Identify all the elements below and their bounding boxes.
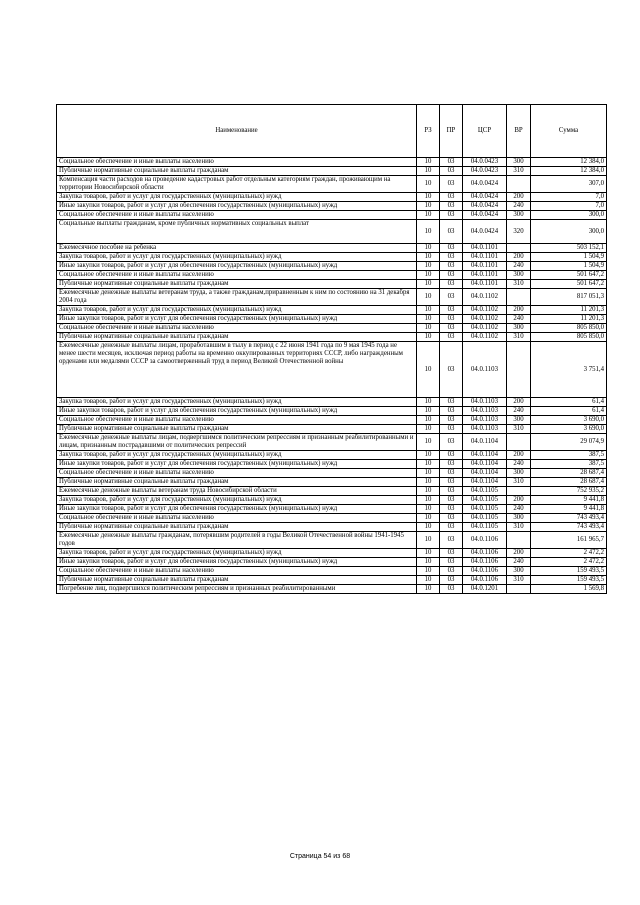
cell-rz: 10: [417, 487, 440, 496]
cell-name: Публичные нормативные социальные выплаты гражданам: [57, 280, 417, 289]
cell-vr: 310: [507, 576, 531, 585]
cell-name: Закупка товаров, работ и услуг для государственных (муниципальных) нужд: [57, 451, 417, 460]
cell-pr: 03: [440, 487, 463, 496]
table-row: [57, 315, 607, 324]
cell-csr: 04.0.0424: [463, 202, 507, 211]
table-row: [57, 271, 607, 280]
cell-name: Ежемесячные денежные выплаты ветеранам труда Новосибирской области: [57, 487, 417, 496]
cell-name: Ежемесячные денежные выплаты гражданам, потерявшим родителей в годы Великой Отечественной войны 1941-1945 годов: [57, 532, 417, 549]
cell-vr: [507, 487, 531, 496]
cell-sum: 1 504,9: [531, 262, 607, 271]
cell-sum: 159 493,5: [531, 567, 607, 576]
table-row: [57, 416, 607, 425]
cell-rz: 10: [417, 434, 440, 451]
cell-vr: 310: [507, 167, 531, 176]
cell-pr: 03: [440, 167, 463, 176]
cell-vr: 310: [507, 478, 531, 487]
cell-csr: 04.0.1105: [463, 514, 507, 523]
table-row: [57, 532, 607, 549]
cell-pr: 03: [440, 469, 463, 478]
cell-csr: 04.0.1101: [463, 271, 507, 280]
cell-sum: 61,4: [531, 398, 607, 407]
cell-rz: 10: [417, 315, 440, 324]
cell-vr: 200: [507, 398, 531, 407]
table-row: [57, 398, 607, 407]
cell-vr: 310: [507, 425, 531, 434]
cell-csr: 04.0.1106: [463, 567, 507, 576]
table-row: [57, 505, 607, 514]
cell-rz: 10: [417, 532, 440, 549]
table-row: [57, 333, 607, 342]
cell-csr: 04.0.1105: [463, 496, 507, 505]
cell-rz: 10: [417, 333, 440, 342]
cell-pr: 03: [440, 407, 463, 416]
cell-sum: 61,4: [531, 407, 607, 416]
table-row: [57, 469, 607, 478]
cell-csr: 04.0.1101: [463, 253, 507, 262]
cell-name: Публичные нормативные социальные выплаты гражданам: [57, 333, 417, 342]
cell-rz: 10: [417, 567, 440, 576]
cell-rz: 10: [417, 425, 440, 434]
cell-csr: 04.0.0424: [463, 220, 507, 244]
cell-pr: 03: [440, 253, 463, 262]
cell-pr: 03: [440, 416, 463, 425]
cell-vr: 310: [507, 280, 531, 289]
cell-pr: 03: [440, 280, 463, 289]
cell-pr: 03: [440, 176, 463, 193]
header-name: Наименование: [57, 105, 417, 158]
cell-name: Иные закупки товаров, работ и услуг для обеспечения государственных (муниципальных) нужд: [57, 202, 417, 211]
cell-name: Ежемесячные денежные выплаты ветеранам труда, а также гражданам,приравненным к ним по состоянию на 31 декабря 2004 года: [57, 289, 417, 306]
cell-rz: 10: [417, 289, 440, 306]
cell-name: Погребение лиц, подвергшихся политическим репрессиям и признанных реабилитированными: [57, 585, 417, 594]
cell-sum: 752 935,2: [531, 487, 607, 496]
cell-csr: 04.0.0424: [463, 193, 507, 202]
cell-csr: 04.0.0423: [463, 158, 507, 167]
cell-csr: 04.0.1104: [463, 469, 507, 478]
cell-vr: 200: [507, 451, 531, 460]
cell-pr: 03: [440, 398, 463, 407]
header-csr: ЦСР: [463, 105, 507, 158]
table-row: [57, 576, 607, 585]
cell-sum: 387,5: [531, 460, 607, 469]
cell-rz: 10: [417, 496, 440, 505]
cell-csr: 04.0.1101: [463, 262, 507, 271]
cell-name: Публичные нормативные социальные выплаты гражданам: [57, 523, 417, 532]
cell-vr: 300: [507, 271, 531, 280]
cell-sum: 3 690,0: [531, 425, 607, 434]
table-row: [57, 558, 607, 567]
cell-rz: 10: [417, 306, 440, 315]
cell-vr: 200: [507, 253, 531, 262]
table-row: [57, 324, 607, 333]
cell-vr: 240: [507, 262, 531, 271]
cell-sum: 743 493,4: [531, 514, 607, 523]
cell-sum: 161 965,7: [531, 532, 607, 549]
cell-csr: 04.0.1102: [463, 289, 507, 306]
cell-sum: 1 569,8: [531, 585, 607, 594]
table-row: [57, 549, 607, 558]
cell-csr: 04.0.1102: [463, 333, 507, 342]
cell-name: Закупка товаров, работ и услуг для государственных (муниципальных) нужд: [57, 193, 417, 202]
cell-sum: 11 201,3: [531, 306, 607, 315]
table-row: [57, 567, 607, 576]
cell-sum: 159 493,5: [531, 576, 607, 585]
cell-sum: 1 504,9: [531, 253, 607, 262]
table-row: [57, 487, 607, 496]
cell-name: Закупка товаров, работ и услуг для государственных (муниципальных) нужд: [57, 253, 417, 262]
cell-name: Иные закупки товаров, работ и услуг для обеспечения государственных (муниципальных) нужд: [57, 262, 417, 271]
cell-sum: 805 850,0: [531, 333, 607, 342]
table-row: [57, 306, 607, 315]
cell-vr: 240: [507, 202, 531, 211]
cell-rz: 10: [417, 220, 440, 244]
cell-vr: 300: [507, 158, 531, 167]
cell-sum: 3 690,0: [531, 416, 607, 425]
cell-rz: 10: [417, 585, 440, 594]
cell-pr: 03: [440, 220, 463, 244]
cell-vr: 310: [507, 523, 531, 532]
cell-rz: 10: [417, 158, 440, 167]
table-row: [57, 523, 607, 532]
cell-csr: 04.0.1106: [463, 532, 507, 549]
cell-csr: 04.0.0423: [463, 167, 507, 176]
cell-name: Социальные выплаты гражданам, кроме публичных нормативных социальных выплат: [57, 220, 417, 244]
cell-name: Ежемесячные денежные выплаты лицам, подвергшимся политическим репрессиям и признанным реабилитированными и лицам, признанным пострадавшими от политических репрессий: [57, 434, 417, 451]
cell-csr: 04.0.1104: [463, 460, 507, 469]
cell-sum: 2 472,2: [531, 549, 607, 558]
cell-vr: 240: [507, 315, 531, 324]
cell-rz: 10: [417, 576, 440, 585]
cell-csr: 04.0.1106: [463, 576, 507, 585]
cell-vr: [507, 244, 531, 253]
cell-csr: 04.0.1104: [463, 434, 507, 451]
table-row: [57, 220, 607, 244]
cell-rz: 10: [417, 211, 440, 220]
cell-vr: [507, 585, 531, 594]
cell-sum: 2 472,2: [531, 558, 607, 567]
cell-pr: 03: [440, 567, 463, 576]
cell-name: Закупка товаров, работ и услуг для государственных (муниципальных) нужд: [57, 549, 417, 558]
cell-name: Иные закупки товаров, работ и услуг для обеспечения государственных (муниципальных) нужд: [57, 505, 417, 514]
cell-csr: 04.0.1103: [463, 342, 507, 398]
cell-name: Социальное обеспечение и иные выплаты населению: [57, 211, 417, 220]
cell-sum: 7,0: [531, 193, 607, 202]
cell-sum: 501 647,2: [531, 271, 607, 280]
table-row: [57, 342, 607, 398]
cell-name: Иные закупки товаров, работ и услуг для обеспечения государственных (муниципальных) нужд: [57, 460, 417, 469]
cell-csr: 04.0.1104: [463, 451, 507, 460]
cell-name: Социальное обеспечение и иные выплаты населению: [57, 514, 417, 523]
cell-vr: 240: [507, 460, 531, 469]
cell-sum: 28 687,4: [531, 469, 607, 478]
cell-sum: 300,0: [531, 220, 607, 244]
cell-rz: 10: [417, 469, 440, 478]
cell-csr: 04.0.1105: [463, 505, 507, 514]
cell-rz: 10: [417, 167, 440, 176]
cell-rz: 10: [417, 262, 440, 271]
cell-csr: 04.0.0424: [463, 211, 507, 220]
table-row: [57, 289, 607, 306]
cell-name: Закупка товаров, работ и услуг для государственных (муниципальных) нужд: [57, 306, 417, 315]
cell-vr: [507, 342, 531, 398]
cell-sum: 307,0: [531, 176, 607, 193]
cell-sum: 503 152,1: [531, 244, 607, 253]
cell-vr: 300: [507, 324, 531, 333]
cell-sum: 743 493,4: [531, 523, 607, 532]
table-row: [57, 211, 607, 220]
cell-sum: 29 074,9: [531, 434, 607, 451]
cell-name: Публичные нормативные социальные выплаты гражданам: [57, 167, 417, 176]
table-row: [57, 167, 607, 176]
cell-csr: 04.0.1104: [463, 478, 507, 487]
table-row: [57, 514, 607, 523]
cell-sum: 300,0: [531, 211, 607, 220]
cell-pr: 03: [440, 211, 463, 220]
header-rz: РЗ: [417, 105, 440, 158]
cell-vr: 200: [507, 193, 531, 202]
cell-rz: 10: [417, 193, 440, 202]
cell-name: Социальное обеспечение и иные выплаты населению: [57, 324, 417, 333]
cell-pr: 03: [440, 505, 463, 514]
cell-name: Социальное обеспечение и иные выплаты населению: [57, 271, 417, 280]
cell-csr: 04.0.1102: [463, 324, 507, 333]
cell-name: Публичные нормативные социальные выплаты гражданам: [57, 478, 417, 487]
cell-pr: 03: [440, 425, 463, 434]
table-row: [57, 407, 607, 416]
cell-vr: 300: [507, 469, 531, 478]
cell-csr: 04.0.1101: [463, 280, 507, 289]
cell-rz: 10: [417, 202, 440, 211]
cell-name: Социальное обеспечение и иные выплаты населению: [57, 158, 417, 167]
cell-rz: 10: [417, 478, 440, 487]
cell-pr: 03: [440, 478, 463, 487]
cell-vr: 310: [507, 333, 531, 342]
cell-csr: 04.0.1103: [463, 416, 507, 425]
cell-rz: 10: [417, 342, 440, 398]
table-row: [57, 280, 607, 289]
table-row: [57, 262, 607, 271]
cell-vr: 320: [507, 220, 531, 244]
cell-sum: 387,5: [531, 451, 607, 460]
cell-rz: 10: [417, 280, 440, 289]
cell-sum: 9 441,8: [531, 505, 607, 514]
budget-table: [56, 104, 607, 594]
cell-name: Компенсация части расходов на проведение кадастровых работ отдельным категориям граждан, проживающим на территории Новосибирской области: [57, 176, 417, 193]
cell-csr: 04.0.1103: [463, 407, 507, 416]
cell-csr: 04.0.1101: [463, 244, 507, 253]
cell-sum: 28 687,4: [531, 478, 607, 487]
cell-pr: 03: [440, 523, 463, 532]
table-row: [57, 460, 607, 469]
cell-pr: 03: [440, 514, 463, 523]
cell-name: Публичные нормативные социальные выплаты гражданам: [57, 425, 417, 434]
cell-vr: 200: [507, 306, 531, 315]
cell-pr: 03: [440, 585, 463, 594]
cell-vr: 240: [507, 407, 531, 416]
cell-name: Социальное обеспечение и иные выплаты населению: [57, 567, 417, 576]
cell-name: Закупка товаров, работ и услуг для государственных (муниципальных) нужд: [57, 496, 417, 505]
cell-vr: [507, 434, 531, 451]
cell-rz: 10: [417, 460, 440, 469]
cell-rz: 10: [417, 523, 440, 532]
cell-vr: 240: [507, 558, 531, 567]
cell-name: Закупка товаров, работ и услуг для государственных (муниципальных) нужд: [57, 398, 417, 407]
table-header-row: [57, 105, 607, 158]
cell-rz: 10: [417, 451, 440, 460]
table-row: [57, 202, 607, 211]
cell-vr: 300: [507, 514, 531, 523]
cell-pr: 03: [440, 333, 463, 342]
cell-sum: 12 384,0: [531, 167, 607, 176]
cell-pr: 03: [440, 558, 463, 567]
cell-pr: 03: [440, 193, 463, 202]
cell-csr: 04.0.0424: [463, 176, 507, 193]
table-row: [57, 478, 607, 487]
cell-pr: 03: [440, 244, 463, 253]
cell-sum: 9 441,8: [531, 496, 607, 505]
cell-sum: 501 647,2: [531, 280, 607, 289]
cell-csr: 04.0.1103: [463, 398, 507, 407]
cell-csr: 04.0.1106: [463, 558, 507, 567]
cell-name: Публичные нормативные социальные выплаты гражданам: [57, 576, 417, 585]
cell-rz: 10: [417, 416, 440, 425]
header-vr: ВР: [507, 105, 531, 158]
table-row: [57, 176, 607, 193]
cell-pr: 03: [440, 496, 463, 505]
table-row: [57, 434, 607, 451]
table-body: [57, 158, 607, 594]
cell-pr: 03: [440, 342, 463, 398]
cell-rz: 10: [417, 558, 440, 567]
cell-pr: 03: [440, 576, 463, 585]
header-sum: Сумма: [531, 105, 607, 158]
cell-pr: 03: [440, 315, 463, 324]
table-row: [57, 585, 607, 594]
cell-rz: 10: [417, 549, 440, 558]
cell-vr: 300: [507, 211, 531, 220]
cell-pr: 03: [440, 451, 463, 460]
cell-csr: 04.0.1106: [463, 549, 507, 558]
table-row: [57, 451, 607, 460]
cell-rz: 10: [417, 407, 440, 416]
cell-sum: 805 850,0: [531, 324, 607, 333]
cell-vr: 200: [507, 496, 531, 505]
cell-rz: 10: [417, 253, 440, 262]
cell-rz: 10: [417, 271, 440, 280]
cell-pr: 03: [440, 460, 463, 469]
cell-pr: 03: [440, 306, 463, 315]
cell-pr: 03: [440, 262, 463, 271]
cell-rz: 10: [417, 324, 440, 333]
cell-pr: 03: [440, 324, 463, 333]
cell-vr: 200: [507, 549, 531, 558]
cell-sum: 12 384,0: [531, 158, 607, 167]
cell-pr: 03: [440, 532, 463, 549]
cell-rz: 10: [417, 244, 440, 253]
table-row: [57, 425, 607, 434]
cell-rz: 10: [417, 176, 440, 193]
cell-sum: 7,0: [531, 202, 607, 211]
cell-pr: 03: [440, 289, 463, 306]
cell-name: Иные закупки товаров, работ и услуг для обеспечения государственных (муниципальных) нужд: [57, 407, 417, 416]
cell-csr: 04.0.1201: [463, 585, 507, 594]
cell-rz: 10: [417, 505, 440, 514]
cell-vr: [507, 176, 531, 193]
table-row: [57, 193, 607, 202]
budget-table-container: [56, 104, 606, 594]
table-row: [57, 253, 607, 262]
cell-rz: 10: [417, 398, 440, 407]
cell-name: Иные закупки товаров, работ и услуг для обеспечения государственных (муниципальных) нужд: [57, 558, 417, 567]
table-row: [57, 496, 607, 505]
page-footer: [0, 853, 640, 860]
cell-sum: 817 051,3: [531, 289, 607, 306]
table-row: [57, 158, 607, 167]
cell-pr: 03: [440, 202, 463, 211]
cell-csr: 04.0.1105: [463, 487, 507, 496]
cell-csr: 04.0.1105: [463, 523, 507, 532]
cell-pr: 03: [440, 271, 463, 280]
cell-name: Ежемесячные денежные выплаты лицам, проработавшим в тылу в период с 22 июня 1941 года по 9 мая 1945 года не менее шести месяцев, исключая период работы на временно оккупированных территориях СССР, либо награжденным орденами или медалями СССР за самоотверженный труд в период Великой Отечественной войны: [57, 342, 417, 398]
cell-vr: 300: [507, 416, 531, 425]
cell-sum: 11 201,3: [531, 315, 607, 324]
cell-csr: 04.0.1102: [463, 306, 507, 315]
cell-sum: 3 751,4: [531, 342, 607, 398]
cell-csr: 04.0.1102: [463, 315, 507, 324]
table-row: [57, 244, 607, 253]
cell-vr: 300: [507, 567, 531, 576]
cell-rz: 10: [417, 514, 440, 523]
cell-pr: 03: [440, 434, 463, 451]
cell-vr: [507, 532, 531, 549]
cell-name: Социальное обеспечение и иные выплаты населению: [57, 416, 417, 425]
cell-pr: 03: [440, 549, 463, 558]
cell-name: Социальное обеспечение и иные выплаты населению: [57, 469, 417, 478]
cell-pr: 03: [440, 158, 463, 167]
cell-name: Иные закупки товаров, работ и услуг для обеспечения государственных (муниципальных) нужд: [57, 315, 417, 324]
cell-name: Ежемесячное пособие на ребенка: [57, 244, 417, 253]
page-number-label: Страница 54 из 68: [289, 853, 351, 860]
header-pr: ПР: [440, 105, 463, 158]
cell-vr: 240: [507, 505, 531, 514]
cell-csr: 04.0.1103: [463, 425, 507, 434]
cell-vr: [507, 289, 531, 306]
